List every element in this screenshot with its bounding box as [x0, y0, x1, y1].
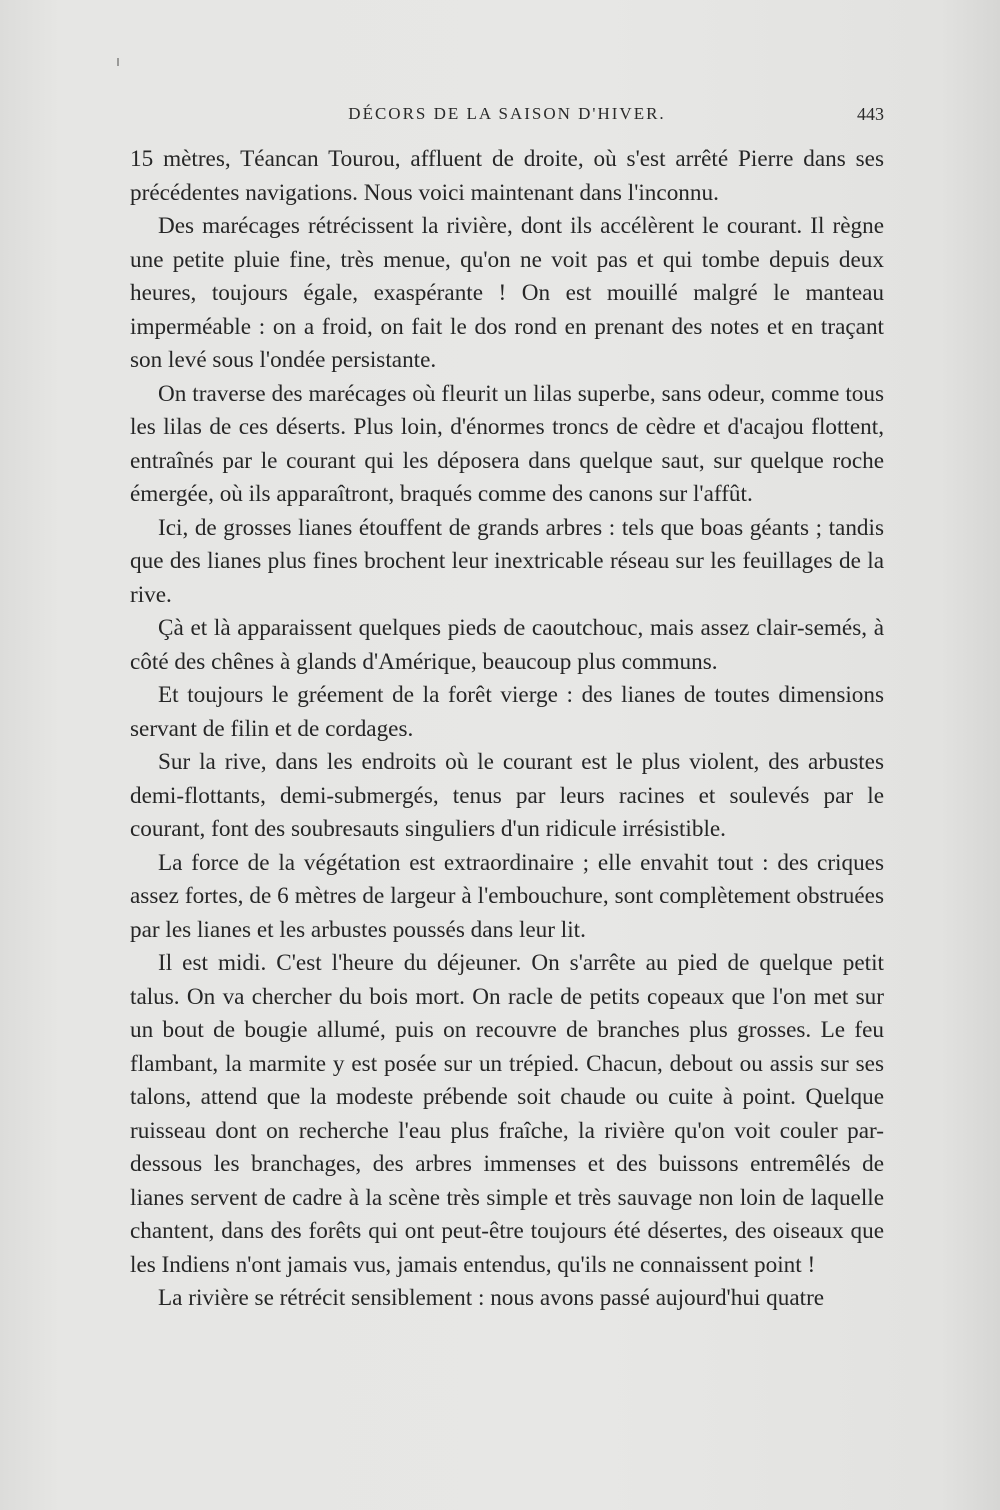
paragraph: La force de la végétation est extraordinaire ; elle envahit tout : des criques assez fortes, de 6 mètres de largeur à l'embouchure, sont complètement obstruées par les lianes et les arbustes poussés dans leur lit.	[130, 849, 884, 943]
running-title: DÉCORS DE LA SAISON D'HIVER.	[348, 104, 666, 123]
paragraph: Çà et là apparaissent quelques pieds de caoutchouc, mais assez clair-semés, à côté des chênes à glands d'Amérique, beaucoup plus communs.	[130, 615, 884, 675]
paragraph: La rivière se rétrécit sensiblement : nous avons passé aujourd'hui quatre	[158, 1285, 825, 1311]
paragraph: Ici, de grosses lianes étouffent de grands arbres : tels que boas géants ; tandis que des lianes plus fines brochent leur inextricable réseau sur les feuillages de la rive.	[130, 514, 884, 608]
paragraph: 15 mètres, Téancan Tourou, affluent de droite, où s'est arrêté Pierre dans ses précédentes navigations. Nous voici maintenant dans l'inconnu.	[130, 146, 884, 206]
paragraph: Sur la rive, dans les endroits où le courant est le plus violent, des arbustes demi-flottants, demi-submergés, tenus par leurs racines et soulevés par le courant, font des soubresauts singuliers d'un ridicule irrésistible.	[130, 749, 884, 842]
paragraph: Des marécages rétrécissent la rivière, dont ils accélèrent le courant. Il règne une petite pluie fine, très menue, qu'on ne voit pas et qui tombe depuis deux heures, toujours égale, exaspérante ! On est mouillé malgré le manteau imperméable : on a froid, on fait le dos rond en prenant des notes et en traçant son levé sous l'ondée persistante.	[130, 213, 884, 373]
running-head	[130, 104, 884, 132]
paragraph: Et toujours le gréement de la forêt vierge : des lianes de toutes dimensions servant de filin et de cordages.	[130, 682, 884, 742]
page-number: 443	[857, 104, 884, 124]
paragraph: On traverse des marécages où fleurit un lilas superbe, sans odeur, comme tous les lilas de ces déserts. Plus loin, d'énormes troncs de cèdre et d'acajou flottent, entraînés par le courant qui les déposera dans quelque saut, sur quelque roche émergée, où ils apparaîtront, braqués comme des canons sur l'affût.	[130, 380, 884, 507]
margin-mark	[117, 58, 119, 66]
paragraph: Il est midi. C'est l'heure du déjeuner. On s'arrête au pied de quelque petit talus. On va chercher du bois mort. On racle de petits copeaux que l'on met sur un bout de bougie allumé, puis on recouvre de branches plus grosses. Le feu flambant, la marmite y est posée sur un trépied. Chacun, debout ou assis sur ses talons, attend que la modeste prébende soit chaude ou cuite à point. Quelque ruisseau dont on recherche l'eau plus fraîche, la rivière qu'on voit couler par-dessous les branchages, des arbres immenses et des buissons entremêlés de lianes servent de cadre à la scène très simple et très sauvage non loin de laquelle chantent, dans des forêts qui ont peut-être toujours été désertes, des oiseaux que les Indiens n'ont jamais vus, jamais entendus, qu'ils ne connaissent point !	[130, 950, 884, 1278]
body-text	[130, 143, 884, 1316]
